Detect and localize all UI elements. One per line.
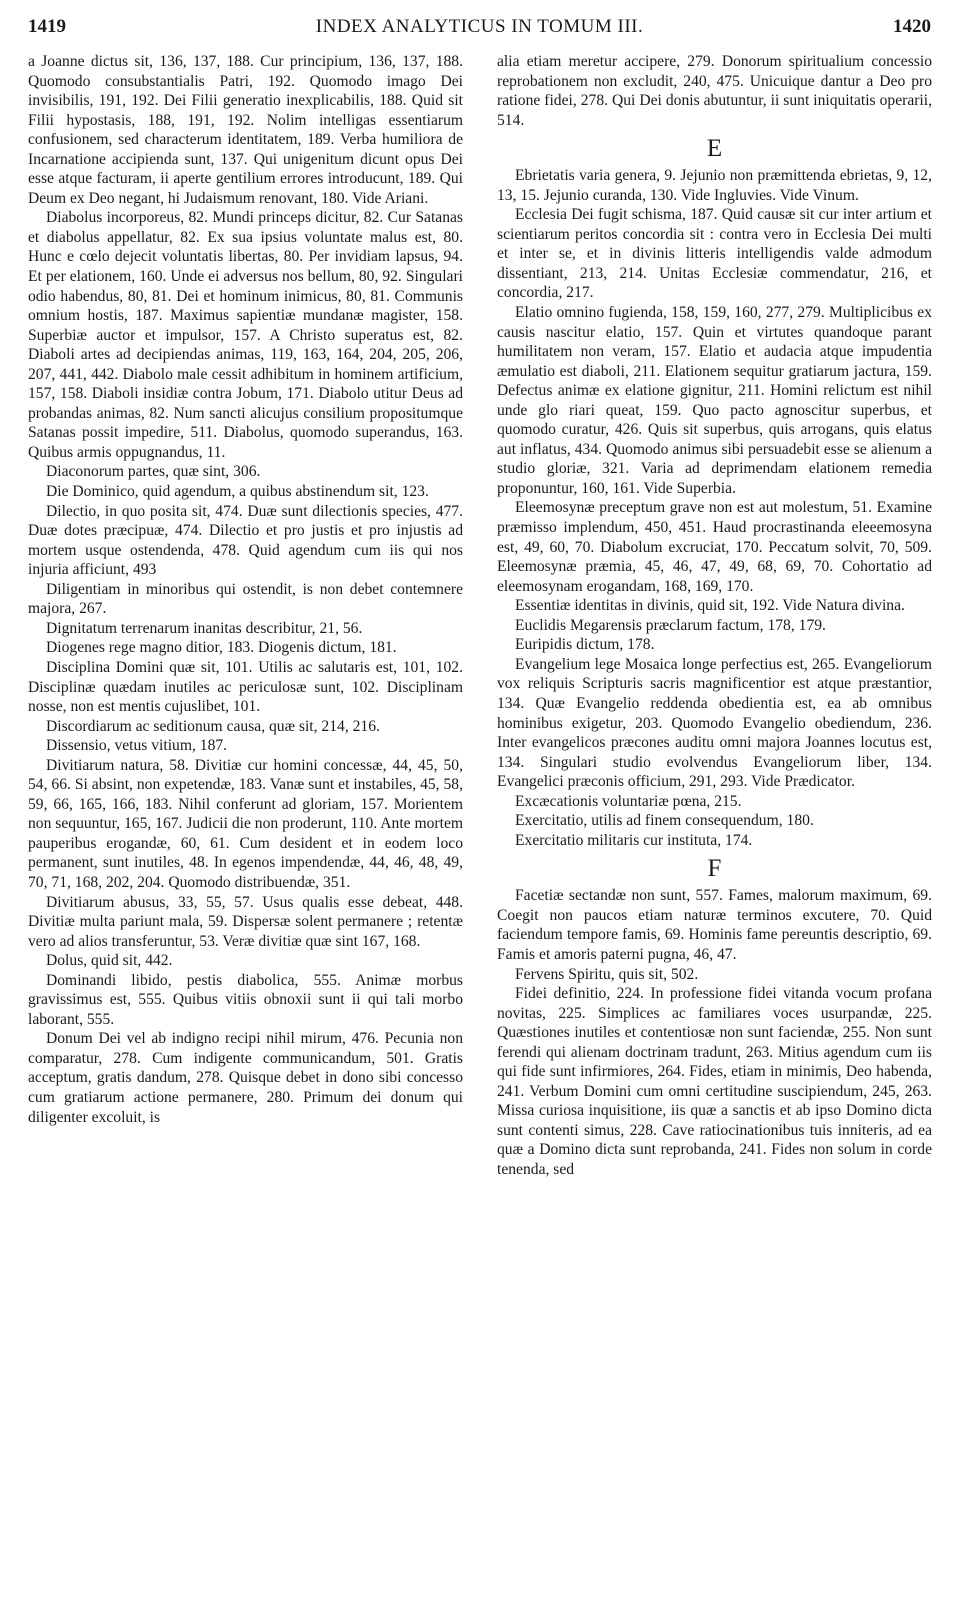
index-entry: Diaconorum partes, quæ sint, 306. xyxy=(46,463,261,481)
index-entry: Divitiarum abusus, 33, 55, 57. Usus qualis esse debeat, 448. Divitiæ multa pariunt mala, 59. Dispersæ solent permanere ; retentæ vero ad alios transferuntur, 53. Veræ divitiæ quæ sint 167, 168. xyxy=(28,893,463,950)
index-entry: alia etiam meretur accipere, 279. Donorum spiritualium concessio reprobationem non excludit, 240, 475. Unicuique dantur a Deo pro ratione fidei, 278. Qui Dei donis abutuntur, ii sunt iniquitatis operarii, 514. xyxy=(497,53,932,129)
index-entry: Essentiæ identitas in divinis, quid sit, 192. Vide Natura divina. xyxy=(515,597,905,615)
index-entry: Diabolus incorporeus, 82. Mundi princeps dicitur, 82. Cur Satanas et diabolus appellatur, 82. Ex sua ipsius voluntate malus est, 80. Hunc e cœlo dejecit voluntatis libertas, 80. Per invidiam lapsus, 94. Et per elationem, 160. Unde ei adversus nos bellum, 80, 92. Singulari odio habendus, 80, 81. Dei et hominum inimicus, 80, 81. Communis omnium hostis, 187. Maximus sapientiæ mundanæ magister, 158. Superbiæ auctor et impulsor, 157. A Christo superatus est, 82. Diaboli artes ad decipiendas animas, 119, 163, 164, 204, 205, 206, 207, 441, 442. Diabolo male cessit adhibitum in hominem artificium, 157, 158. Diaboli insidiæ contra Jobum, 171. Diabolo utitur Deus ad probandas animas, 82. Num sancti alicujus consilium propositumque Satanas possit impedire, 511. Diabolus, quomodo superandus, 163. Quibus armis oppugnandus, 11. xyxy=(28,209,463,461)
index-entry: Fidei definitio, 224. In professione fidei vitanda vocum profana novitas, 225. Simplices ac familiares voces usurpandæ, 225. Quæstiones inutiles et contentiosæ non sunt faciendæ, 255. Non sunt ferendi qui alienam doctrinam tradunt, 263. Mitius agendum cum iis qui fide sunt infirmiores, 264. Fides, etiam in minimis, Deo habenda, 241. Verbum Domini cum omni certitudine suscipiendum, 245, 263. Missa curiosa inquisitione, iis quæ a sanctis et ab ipso Domino dicta sunt contenti simus, 228. Cave ratiocinationibus tuis inniteris, ad ea quæ a Domino dicta sunt reprobanda, 241. Fides non solum in corde tenenda, sed xyxy=(497,985,932,1178)
index-entry: Diligentiam in minoribus qui ostendit, is non debet contemnere majora, 267. xyxy=(28,580,463,618)
index-entry: Excæcationis voluntariæ pœna, 215. xyxy=(515,792,742,810)
left-column xyxy=(28,52,463,1127)
page-number-right: 1420 xyxy=(893,16,931,37)
section-letter-f: F xyxy=(707,855,722,883)
index-entry: Exercitatio, utilis ad finem consequendum, 180. xyxy=(515,812,814,830)
index-entry: Dissensio, vetus vitium, 187. xyxy=(46,737,228,755)
index-entry: Euripidis dictum, 178. xyxy=(515,636,655,654)
index-entry: Ebrietatis varia genera, 9. Jejunio non præmittenda ebrietas, 9, 12, 13, 15. Jejunio curanda, 130. Vide Ingluvies. Vide Vinum. xyxy=(497,167,932,204)
index-entry: a Joanne dictus sit, 136, 137, 188. Cur principium, 136, 137, 188. Quomodo consubstantialis Patri, 192. Quomodo imago Dei invisibilis, 191, 192. Dei Filii generatio inexplicabilis, 188. Quid sit Filii hypostasis, 188, 191, 192. Nolim intelligas essentiarum confusionem, sed characterum identitatem, 189. Verba humiliora de Incarnatione accipienda sunt, 137. Qui unigenitum dicunt opus Dei esse atque facturam, ii aperte gentilium errores introducunt, 189. Qui Deum ex Deo negant, hi Judaismum renovant, 180. Vide Ariani. xyxy=(28,53,463,207)
index-entry: Dilectio, in quo posita sit, 474. Duæ sunt dilectionis species, 477. Duæ dotes præcipuæ, 474. Dilectio et pro justis et pro injustis ad mortem usque ostendenda, 478. Quid agendum cum iis qui nos injuria afficiunt, 493 xyxy=(28,502,463,579)
index-entry: Exercitatio militaris cur instituta, 174. xyxy=(515,831,753,849)
index-entry: Donum Dei vel ab indigno recipi nihil mirum, 476. Pecunia non comparatur, 278. Cum indigente communicandum, 501. Gratis acceptum, gratis dandum, 278. Quisque debet in dono sibi concesso cum gratiarum actione permanere, 280. Primum dei donum qui diligenter excoluit, is xyxy=(28,1030,463,1126)
page-header xyxy=(28,16,931,42)
index-entry: Ecclesia Dei fugit schisma, 187. Quid causæ sit cur inter artium et scientiarum peritos concordia sit : contra vero in Ecclesia Dei multi et inter se, et in divinis litteris intelligendis valde admodum dissentiant, 213, 214. Unitas Ecclesiæ commendatur, 216, et concordia, 217. xyxy=(497,206,932,302)
index-entry: Eleemosynæ preceptum grave non est aut molestum, 51. Examine præmisso implendum, 450, 451. Haud procrastinanda eleeemosyna est, 49, 60, 70. Diabolum excruciat, 170. Peccatum solvit, 70, 509. Eleemosynæ præmia, 45, 46, 47, 49, 68, 69, 70. Cohortatio ad eleemosynam erogandam, 168, 169, 170. xyxy=(497,499,932,595)
running-title: INDEX ANALYTICUS IN TOMUM III. xyxy=(315,16,644,37)
index-entry: Disciplina Domini quæ sit, 101. Utilis ac salutaris est, 101, 102. Disciplinæ quædam inutiles ac periculosæ sunt, 102. Disciplinam nosse, non est mentis cujuslibet, 101. xyxy=(28,658,463,716)
index-entry: Dolus, quid sit, 442. xyxy=(46,952,173,970)
index-entry: Elatio omnino fugienda, 158, 159, 160, 277, 279. Multiplicibus ex causis nascitur elatio, 157. Quin et virtutes quandoque parant humilitatem non veram, 157. Elatio et audacia atque impudentia æmulatio est diaboli, 211. Elationem sequitur gratiarum jactura, 159. Defectus animæ ex elatione gignitur, 211. Homini relictum est nihil unde glo riari queat, 159. Quo pacto agnoscitur superbus, et quomodo curatur, 426. Quis sit superbus, quis arrogans, quis elatus aut inflatus, 434. Quomodo animus sibi persuadebit esse se alienum a studio gloriæ, 321. Varia ad deprimendam elationem remedia proponuntur, 160, 161. Vide Superbia. xyxy=(497,304,932,497)
index-entry: Die Dominico, quid agendum, a quibus abstinendum sit, 123. xyxy=(46,483,429,501)
index-entry: Diogenes rege magno ditior, 183. Diogenis dictum, 181. xyxy=(46,639,397,657)
index-entry: Fervens Spiritu, quis sit, 502. xyxy=(515,965,699,983)
index-entry: Divitiarum natura, 58. Divitiæ cur homini concessæ, 44, 45, 50, 54, 66. Si absint, non expetendæ, 183. Vanæ sunt et instabiles, 45, 58, 59, 66, 165, 166, 183. Nihil conferunt ad gloriam, 157. Morientem non sequuntur, 165, 167. Judicii die non proderunt, 110. Ante mortem pauperibus erogandæ, 60, 61. Cum desident et in eodem loco permanent, sunt inutiles, 48. In egenos impendendæ, 44, 46, 48, 49, 70, 71, 168, 202, 204. Quomodo distribuendæ, 351. xyxy=(28,756,463,891)
index-entry: Facetiæ sectandæ non sunt, 557. Fames, malorum maximum, 69. Coegit non paucos etiam naturæ terminos excutere, 70. Quid faciendum tempore famis, 69. Hominis fame pereuntis descriptio, 69. Famis et amoris paterni pugna, 46, 47. xyxy=(497,887,932,963)
page-number-left: 1419 xyxy=(28,16,66,37)
section-letter-e: E xyxy=(706,135,723,163)
index-entry: Euclidis Megarensis præclarum factum, 178, 179. xyxy=(515,616,826,634)
index-entry: Discordiarum ac seditionum causa, quæ sit, 214, 216. xyxy=(46,717,380,735)
index-entry: Dignitatum terrenarum inanitas describitur, 21, 56. xyxy=(46,619,363,637)
index-entry: Evangelium lege Mosaica longe perfectius est, 265. Evangeliorum vox reliquis Scripturis sacris magnificentior est atque præstantior, 134. Quæ Evangelio reddenda obedientia est, ea ab omnibus hominibus exigetur, 203. Quomodo Evangelio obediendum, 236. Inter evangelicos præcones auditu omni majora Joannes locutus est, 134. Singulari studio evolvendus Evangeliorum liber, 134. Evangelici præconis officium, 291, 293. Vide Prædicator. xyxy=(497,655,932,791)
index-entry: Dominandi libido, pestis diabolica, 555. Animæ morbus gravissimus est, 555. Quibus vitiis obnoxii sunt ii qui tali morbo laborant, 555. xyxy=(28,971,463,1028)
right-column xyxy=(497,52,932,1180)
